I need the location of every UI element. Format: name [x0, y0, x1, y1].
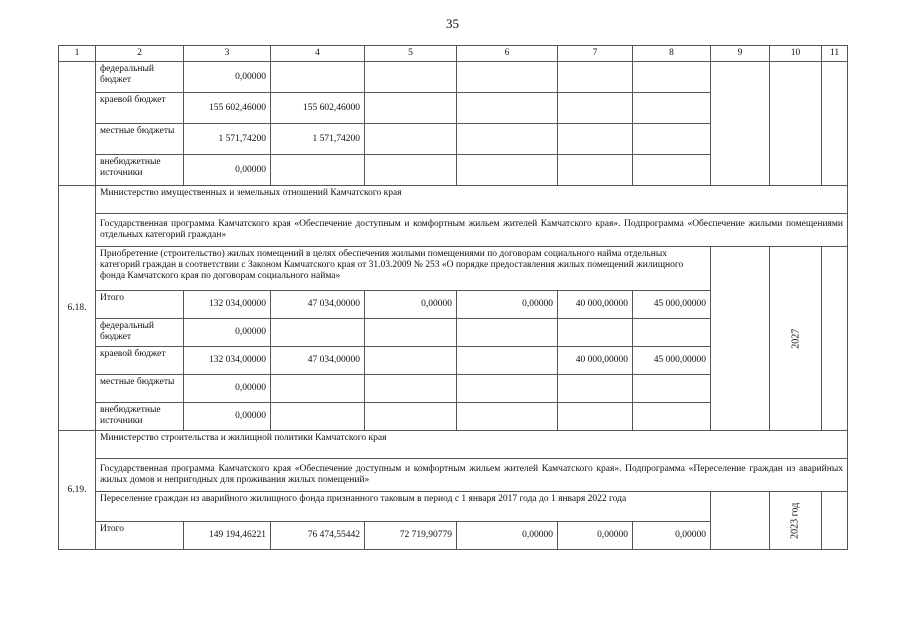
- source-label: федеральный бюджет: [96, 319, 184, 347]
- empty-cell: [711, 247, 770, 431]
- value-cell: [457, 93, 558, 124]
- value-cell: 0,00000: [457, 522, 558, 550]
- value-cell: 40 000,00000: [558, 291, 633, 319]
- value-cell: 132 034,00000: [184, 347, 271, 375]
- value-cell: [365, 403, 457, 431]
- value-cell: [633, 155, 711, 186]
- value-cell: 76 474,55442: [271, 522, 365, 550]
- value-cell: [457, 62, 558, 93]
- value-cell: 0,00000: [184, 155, 271, 186]
- source-label: федеральный бюджет: [96, 62, 184, 93]
- header-col: 1: [59, 46, 96, 62]
- value-cell: [633, 403, 711, 431]
- value-cell: [457, 375, 558, 403]
- header-col: 9: [711, 46, 770, 62]
- source-label: Итого: [96, 522, 184, 550]
- table-row: [59, 62, 848, 93]
- value-cell: 155 602,46000: [184, 93, 271, 124]
- value-cell: [271, 403, 365, 431]
- value-cell: 132 034,00000: [184, 291, 271, 319]
- header-col: 10: [770, 46, 822, 62]
- value-cell: [457, 347, 558, 375]
- year-label: 2027: [789, 328, 801, 349]
- header-col: 3: [184, 46, 271, 62]
- header-col: 6: [457, 46, 558, 62]
- value-cell: 72 719,90779: [365, 522, 457, 550]
- program-name: Государственная программа Камчатского края «Обеспечение доступным и комфортным жильем жителей Камчатского края». Подпрограмма «Переселение граждан из аварийных жилых домов и непригодных для проживания жилых помещений»: [96, 459, 848, 492]
- value-cell: 1 571,74200: [184, 124, 271, 155]
- header-row: [59, 46, 848, 62]
- value-cell: [365, 62, 457, 93]
- value-cell: 47 034,00000: [271, 347, 365, 375]
- empty-cell: [711, 492, 770, 550]
- value-cell: 0,00000: [184, 319, 271, 347]
- measure-name: Приобретение (строительство) жилых помещений в целях обеспечения жилыми помещениями по договорам социального найма отдельных категорий граждан в соответствии с Законом Камчатского края от 31.03.2009 № 253 «О порядке предоставления жилых помещений жилищного фонда Камчатского края по договорам социального найма»: [96, 247, 711, 291]
- value-cell: [457, 155, 558, 186]
- ministry-name: Министерство имущественных и земельных отношений Камчатского края: [96, 186, 848, 214]
- value-cell: 45 000,00000: [633, 347, 711, 375]
- table-row: [59, 459, 848, 492]
- source-label: краевой бюджет: [96, 93, 184, 124]
- value-cell: 0,00000: [184, 62, 271, 93]
- year-cell: [770, 492, 822, 550]
- table-row: [59, 214, 848, 247]
- page-number: 35: [446, 16, 459, 31]
- value-cell: 0,00000: [365, 291, 457, 319]
- source-label: внебюджетные источники: [96, 403, 184, 431]
- empty-cell: [770, 62, 822, 186]
- value-cell: [558, 93, 633, 124]
- value-cell: [365, 319, 457, 347]
- value-cell: [365, 93, 457, 124]
- row-number: 6.19.: [59, 431, 96, 550]
- header-col: 11: [822, 46, 848, 62]
- header-col: 7: [558, 46, 633, 62]
- header-col: 8: [633, 46, 711, 62]
- value-cell: [558, 62, 633, 93]
- budget-table: [58, 45, 848, 550]
- header-col: 5: [365, 46, 457, 62]
- value-cell: [633, 375, 711, 403]
- value-cell: [558, 319, 633, 347]
- empty-cell: [822, 492, 848, 550]
- value-cell: [271, 319, 365, 347]
- value-cell: 0,00000: [184, 403, 271, 431]
- value-cell: 0,00000: [558, 522, 633, 550]
- program-name: Государственная программа Камчатского края «Обеспечение доступным и комфортным жильем жителей Камчатского края». Подпрограмма «Обеспечение жилыми помещениями отдельных категорий граждан»: [96, 214, 848, 247]
- table-row: [59, 247, 848, 291]
- value-cell: [271, 62, 365, 93]
- value-cell: [633, 93, 711, 124]
- value-cell: [457, 319, 558, 347]
- value-cell: [271, 155, 365, 186]
- value-cell: 47 034,00000: [271, 291, 365, 319]
- year-cell: [770, 247, 822, 431]
- table-row: [59, 492, 848, 522]
- value-cell: 0,00000: [457, 291, 558, 319]
- value-cell: [633, 319, 711, 347]
- value-cell: [365, 124, 457, 155]
- value-cell: 155 602,46000: [271, 93, 365, 124]
- value-cell: [365, 155, 457, 186]
- value-cell: [457, 403, 558, 431]
- empty-cell: [822, 62, 848, 186]
- value-cell: [558, 403, 633, 431]
- value-cell: [633, 62, 711, 93]
- source-label: Итого: [96, 291, 184, 319]
- value-cell: [558, 375, 633, 403]
- value-cell: 149 194,46221: [184, 522, 271, 550]
- source-label: местные бюджеты: [96, 375, 184, 403]
- value-cell: 45 000,00000: [633, 291, 711, 319]
- row-number: 6.18.: [59, 186, 96, 431]
- value-cell: 40 000,00000: [558, 347, 633, 375]
- source-label: местные бюджеты: [96, 124, 184, 155]
- empty-cell: [822, 247, 848, 431]
- empty-cell: [711, 62, 770, 186]
- value-cell: 0,00000: [633, 522, 711, 550]
- value-cell: [365, 347, 457, 375]
- table-row: [59, 431, 848, 459]
- value-cell: 1 571,74200: [271, 124, 365, 155]
- header-col: 4: [271, 46, 365, 62]
- header-col: 2: [96, 46, 184, 62]
- value-cell: [271, 375, 365, 403]
- year-label: 2023 год: [789, 502, 801, 539]
- source-label: внебюджетные источники: [96, 155, 184, 186]
- measure-name: Переселение граждан из аварийного жилищного фонда признанного таковым в период с 1 января 2017 года до 1 января 2022 года: [96, 492, 711, 522]
- value-cell: [365, 375, 457, 403]
- value-cell: [457, 124, 558, 155]
- source-label: краевой бюджет: [96, 347, 184, 375]
- value-cell: 0,00000: [184, 375, 271, 403]
- value-cell: [558, 124, 633, 155]
- ministry-name: Министерство строительства и жилищной политики Камчатского края: [96, 431, 848, 459]
- value-cell: [558, 155, 633, 186]
- table-row: [59, 186, 848, 214]
- value-cell: [633, 124, 711, 155]
- row-number-cell: [59, 62, 96, 186]
